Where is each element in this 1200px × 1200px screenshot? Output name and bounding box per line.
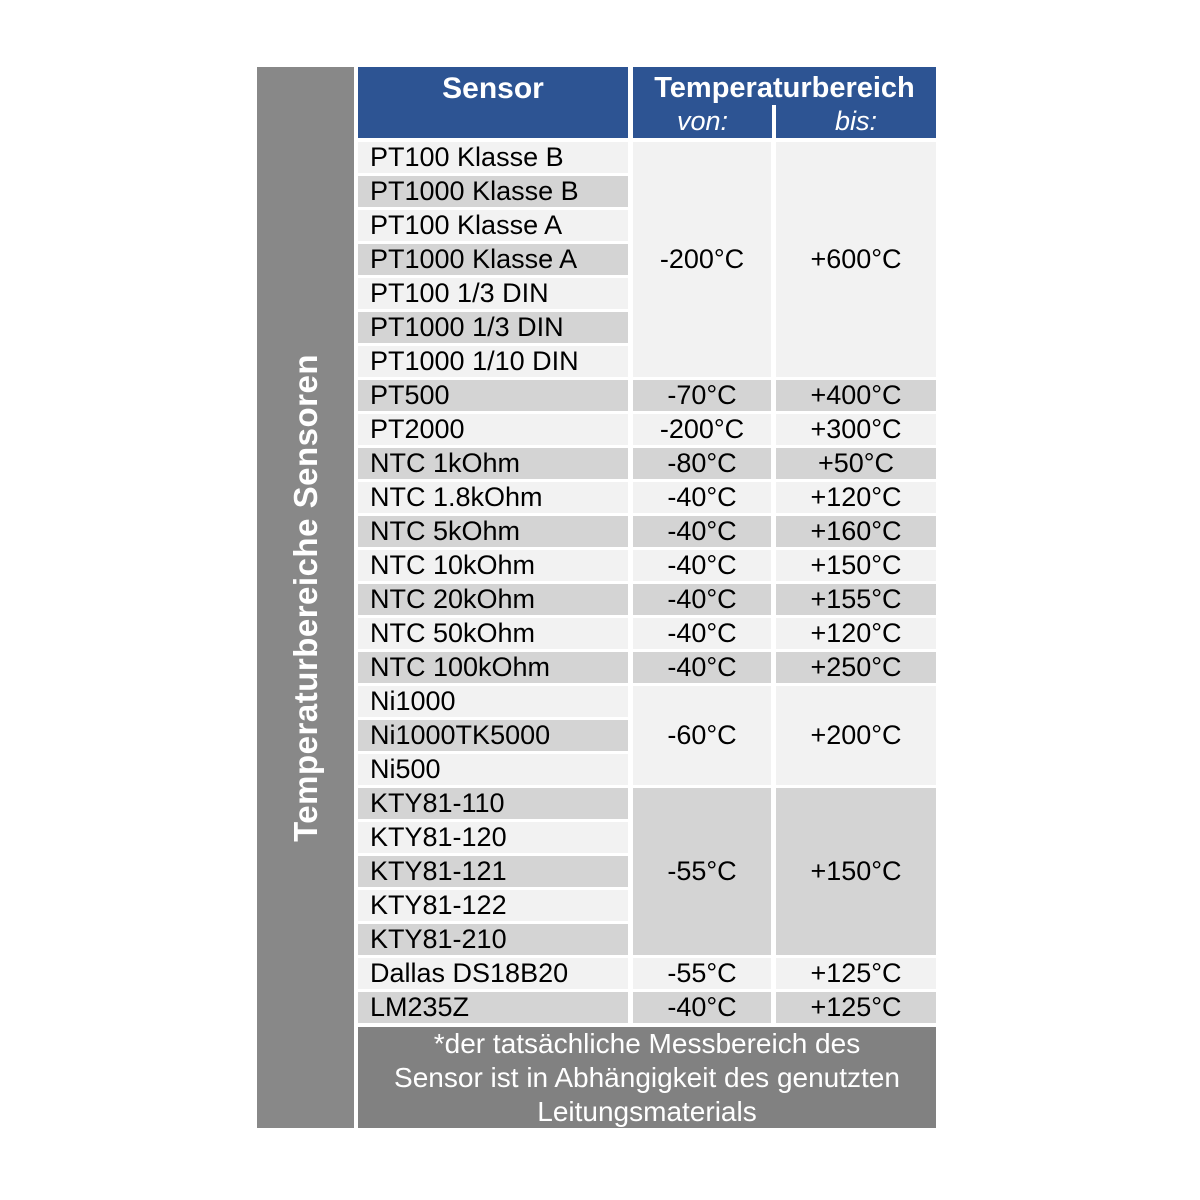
- sensor-cell: PT2000: [358, 414, 628, 445]
- category-label: Temperaturbereiche Sensoren: [286, 353, 324, 842]
- sensor-cell: NTC 100kOhm: [358, 652, 628, 683]
- range-to-cell: +160°C: [776, 516, 936, 547]
- range-from-cell: -55°C: [633, 788, 771, 955]
- range-to-cell: +155°C: [776, 584, 936, 615]
- sensor-cell: NTC 5kOhm: [358, 516, 628, 547]
- sensor-cell: Ni500: [358, 754, 628, 785]
- range-to-cell: +400°C: [776, 380, 936, 411]
- header-to: bis:: [776, 105, 936, 138]
- sensor-cell: Dallas DS18B20: [358, 958, 628, 989]
- footnote: [358, 1027, 936, 1128]
- sensor-cell: PT1000 1/3 DIN: [358, 312, 628, 343]
- sensor-cell: PT500: [358, 380, 628, 411]
- range-from-cell: -60°C: [633, 686, 771, 785]
- range-to-cell: +250°C: [776, 652, 936, 683]
- sensor-cell: PT1000 Klasse B: [358, 176, 628, 207]
- range-from-cell: -200°C: [633, 414, 771, 445]
- category-band: [257, 67, 354, 1128]
- range-from-cell: -200°C: [633, 142, 771, 377]
- sensor-cell: KTY81-110: [358, 788, 628, 819]
- sensor-cell: KTY81-122: [358, 890, 628, 921]
- range-from-cell: -40°C: [633, 516, 771, 547]
- range-from-cell: -40°C: [633, 618, 771, 649]
- sensor-cell: NTC 1kOhm: [358, 448, 628, 479]
- sensor-cell: PT100 Klasse A: [358, 210, 628, 241]
- header-subrow: [633, 105, 936, 138]
- sensor-cell: PT1000 Klasse A: [358, 244, 628, 275]
- range-to-cell: +50°C: [776, 448, 936, 479]
- range-to-cell: +125°C: [776, 958, 936, 989]
- content-area: [257, 67, 936, 1128]
- footnote-line: *der tatsächliche Messbereich des: [433, 1027, 861, 1059]
- range-from-cell: -40°C: [633, 652, 771, 683]
- range-to-cell: +150°C: [776, 550, 936, 581]
- sensor-cell: NTC 10kOhm: [358, 550, 628, 581]
- sensor-cell: KTY81-121: [358, 856, 628, 887]
- footnote-line: Sensor ist in Abhängigkeit des genutzten: [394, 1061, 900, 1093]
- sensor-cell: PT100 1/3 DIN: [358, 278, 628, 309]
- table-body: [358, 142, 936, 1023]
- range-from-cell: -40°C: [633, 550, 771, 581]
- sensor-cell: Ni1000TK5000: [358, 720, 628, 751]
- header-range: Temperaturbereich: [633, 67, 936, 105]
- range-from-cell: -55°C: [633, 958, 771, 989]
- table-header: [358, 67, 936, 138]
- sensor-cell: NTC 50kOhm: [358, 618, 628, 649]
- range-to-cell: +125°C: [776, 992, 936, 1023]
- range-to-cell: +120°C: [776, 482, 936, 513]
- range-from-cell: -70°C: [633, 380, 771, 411]
- sensor-cell: KTY81-210: [358, 924, 628, 955]
- header-sensor: Sensor: [358, 67, 628, 138]
- range-to-cell: +200°C: [776, 686, 936, 785]
- sensor-cell: NTC 20kOhm: [358, 584, 628, 615]
- range-from-cell: -80°C: [633, 448, 771, 479]
- range-to-cell: +300°C: [776, 414, 936, 445]
- temperature-table: [358, 67, 936, 1128]
- header-range-group: [633, 67, 936, 138]
- footnote-line: Leitungsmaterials: [537, 1095, 757, 1127]
- sensor-cell: NTC 1.8kOhm: [358, 482, 628, 513]
- range-from-cell: -40°C: [633, 992, 771, 1023]
- sensor-cell: PT100 Klasse B: [358, 142, 628, 173]
- range-to-cell: +600°C: [776, 142, 936, 377]
- sensor-cell: KTY81-120: [358, 822, 628, 853]
- header-from: von:: [633, 105, 772, 138]
- range-to-cell: +150°C: [776, 788, 936, 955]
- range-from-cell: -40°C: [633, 584, 771, 615]
- sensor-cell: LM235Z: [358, 992, 628, 1023]
- range-from-cell: -40°C: [633, 482, 771, 513]
- sensor-cell: Ni1000: [358, 686, 628, 717]
- range-to-cell: +120°C: [776, 618, 936, 649]
- sensor-cell: PT1000 1/10 DIN: [358, 346, 628, 377]
